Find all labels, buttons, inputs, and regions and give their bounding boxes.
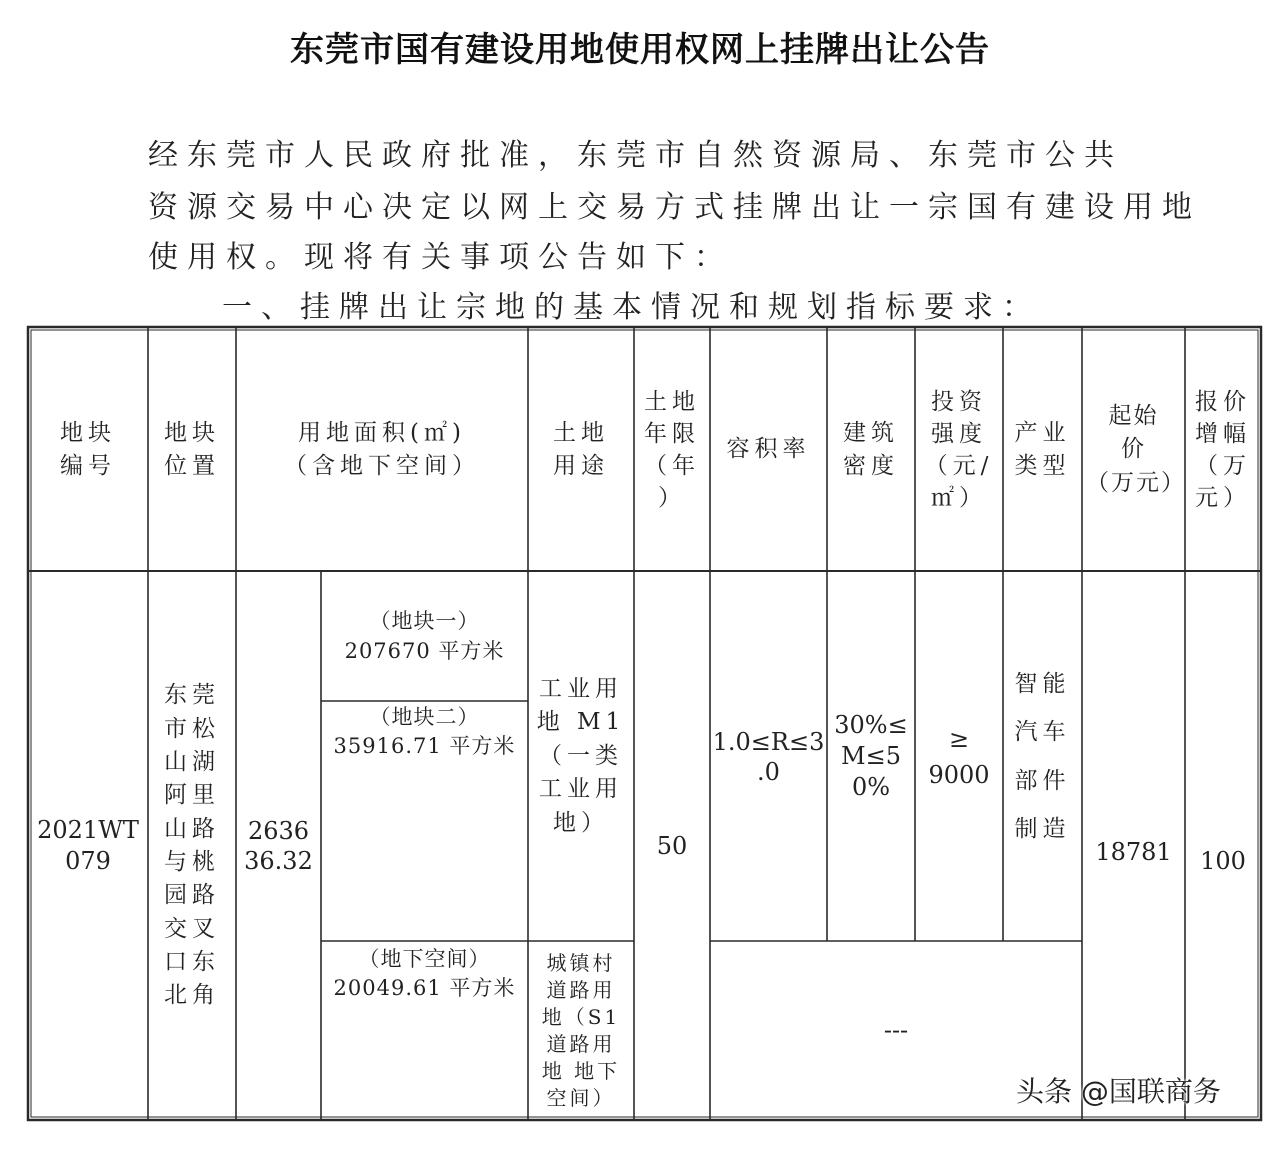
cell-parcel-no: 2021WT 079: [37, 815, 139, 875]
cell-plot-ratio: 1.0≤R≤3 .0: [712, 727, 825, 786]
cell-sub-area-1: （地块一） 207670 平方米: [344, 609, 505, 663]
header-plot-ratio: 容积率: [726, 436, 811, 463]
source-watermark: 头条 @国联商务: [1016, 1075, 1221, 1108]
cell-bid-increment: 100: [1200, 846, 1246, 875]
header-parcel-no: 地块 编号: [60, 419, 116, 479]
cell-sub-area-2: （地块二） 35916.71 平方米: [333, 705, 516, 759]
header-industry-type: 产业 类型: [1014, 419, 1071, 479]
header-investment-intensity: 投资 强度 （元/ ㎡）: [924, 388, 994, 512]
intro-paragraph-line-3: 使用权。现将有关事项公告如下：: [148, 240, 733, 275]
cell-term: 50: [656, 831, 688, 860]
cell-investment-intensity: ≥ 9000: [928, 724, 990, 789]
cell-land-use-2: 城镇村 道路用 地（S1 道路用 地 地下 空间）: [541, 950, 621, 1110]
cell-sub-area-3: （地下空间） 20049.61 平方米: [333, 947, 516, 1001]
cell-total-area: 2636 36.32: [244, 817, 313, 875]
cell-starting-price: 18781: [1095, 837, 1172, 866]
cell-land-use-1: 工业用 地 M1 （一类 工业用 地）: [536, 676, 626, 836]
header-land-use: 土地 用途: [553, 419, 609, 479]
header-term: 土地 年限 （年 ）: [644, 388, 700, 512]
cell-building-density: 30%≤ M≤5 0%: [834, 710, 908, 802]
header-bid-increment: 报价 增幅 （万 元）: [1195, 388, 1251, 512]
cell-location: 东莞 市松 山湖 阿里 山路 与桃 园路 交叉 口东 北角: [164, 682, 220, 1009]
header-starting-price: 起始 价 （万元）: [1086, 402, 1186, 496]
intro-paragraph-line-2: 资源交易中心决定以网上交易方式挂牌出让一宗国有建设用地: [148, 190, 1201, 225]
notice-title: 东莞市国有建设用地使用权网上挂牌出让公告: [290, 30, 990, 70]
header-location: 地块 位置: [164, 419, 220, 479]
cell-underground-indicators: ---: [883, 1016, 909, 1045]
header-building-density: 建筑 密度: [843, 419, 899, 479]
section-heading-1: 一、挂牌出让宗地的基本情况和规划指标要求：: [222, 290, 1041, 325]
header-area: 用地面积(㎡) （含地下空间）: [284, 419, 480, 479]
intro-paragraph-line-1: 经东莞市人民政府批准，东莞市自然资源局、东莞市公共: [148, 138, 1123, 173]
cell-industry-type: 智能 汽车 部件 制造: [1014, 670, 1071, 842]
